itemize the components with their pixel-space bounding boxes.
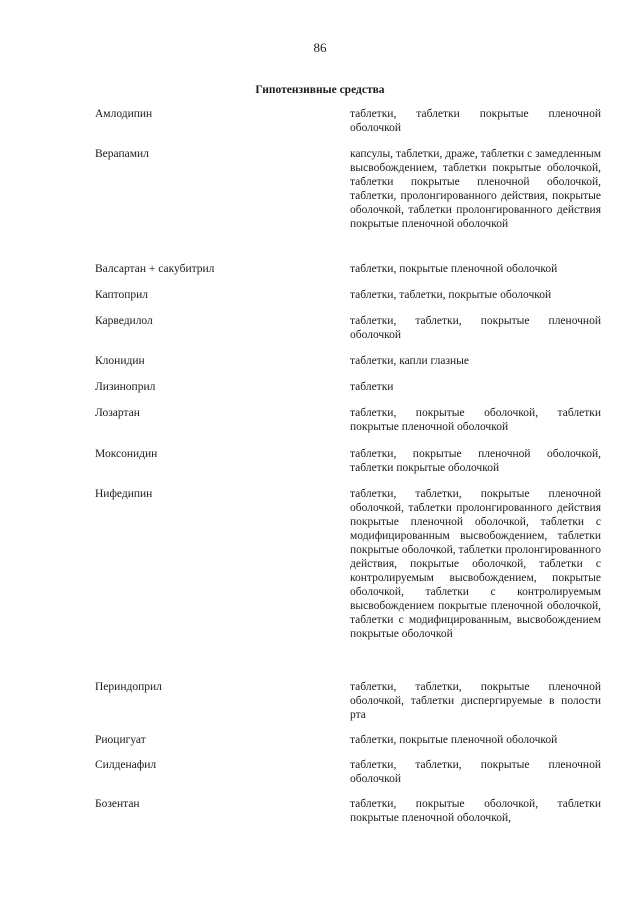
drug-name: Риоцигуат [95,734,146,746]
drug-name: Карведилол [95,315,153,327]
drug-forms: таблетки, таблетки покрытые пленочной оболочкой [350,108,601,134]
drug-forms: капсулы, таблетки, драже, таблетки с замедленным высвобождением, таблетки покрытые оболочкой, таблетки покрытые пленочной оболочкой, таблетки, пролонгированного действия, покрытые оболочкой, таблетки пролонгированного действия покрытые пленочной оболочкой [350,148,601,230]
drug-forms: таблетки, покрытые пленочной оболочкой [350,734,558,746]
drug-name: Клонидин [95,355,145,367]
drug-name: Бозентан [95,798,140,810]
drug-forms: таблетки, таблетки, покрытые пленочной оболочкой, таблетки пролонгированного действия покрытые пленочной оболочкой, таблетки с модифицированным высвобождением, таблетки покрытые оболочкой, таблетки пролонгированного действия, покрытые оболочкой, таблетки с контролируемым высвобождением, покрытые оболочкой, таблетки с контролируемым высвобождением покрытые пленочной оболочкой, таблетки с модифицированным, высвобождением покрытые оболочкой [350,488,601,640]
drug-forms: таблетки, таблетки, покрытые пленочной оболочкой [350,759,601,785]
drug-forms: таблетки [350,381,394,393]
drug-forms: таблетки, таблетки, покрытые оболочкой [350,289,552,301]
drug-forms: таблетки, таблетки, покрытые пленочной оболочкой [350,315,601,341]
drug-forms: таблетки, покрытые пленочной оболочкой [350,263,558,275]
drug-forms: таблетки, покрытые пленочной оболочкой, таблетки покрытые оболочкой [350,448,601,474]
drug-forms: таблетки, покрытые оболочкой, таблетки покрытые пленочной оболочкой, [350,798,601,824]
drug-forms: таблетки, таблетки, покрытые пленочной оболочкой, таблетки диспергируемые в полости рта [350,681,601,721]
drug-name: Верапамил [95,148,149,160]
drug-name: Амлодипин [95,108,153,120]
page-number: 86 [313,40,327,55]
drug-forms: таблетки, покрытые оболочкой, таблетки покрытые пленочной оболочкой [350,407,601,433]
drug-name: Периндоприл [95,681,162,693]
drug-forms: таблетки, капли глазные [350,355,469,367]
section-title: Гипотензивные средства [255,84,385,96]
drug-name: Валсартан + сакубитрил [95,263,215,275]
drug-name: Лозартан [95,407,140,419]
drug-name: Силденафил [95,759,157,771]
drug-name: Каптоприл [95,289,149,301]
drug-name: Лизиноприл [95,381,156,393]
drug-name: Нифедипин [95,488,153,500]
drug-name: Моксонидин [95,448,158,460]
